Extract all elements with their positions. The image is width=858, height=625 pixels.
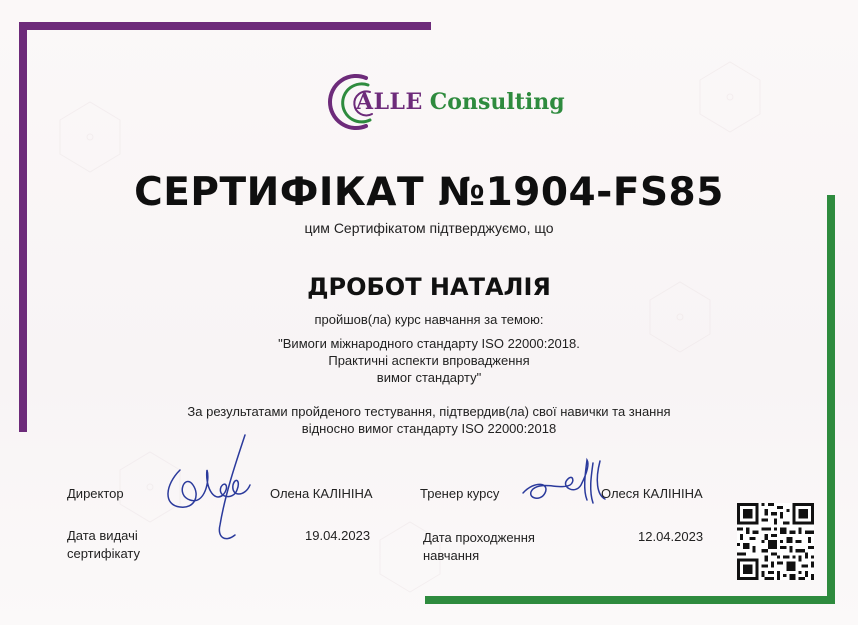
trainer-label: Тренер курсу: [420, 486, 500, 501]
training-date-label-line: Дата проходження: [423, 530, 535, 545]
recipient-name: ДРОБОТ НАТАЛІЯ: [307, 273, 551, 301]
passed-text: пройшов(ла) курс навчання за темою:: [314, 312, 544, 327]
results-text: [0, 403, 858, 437]
course-line: вимог стандарту": [376, 370, 482, 385]
course-line: Практичні аспекти впровадження: [328, 353, 530, 368]
qr-code-image: [737, 503, 814, 580]
training-date-value: 12.04.2023: [638, 529, 704, 544]
trainer-name: Олеся КАЛІНІНА: [601, 486, 703, 501]
results-line: відносно вимог стандарту ISO 22000:2018: [301, 421, 557, 436]
director-signature-image: [155, 425, 265, 545]
director-name: Олена КАЛІНІНА: [270, 486, 373, 501]
logo-consulting: Consulting: [429, 89, 565, 115]
frame-green-right: [827, 195, 835, 604]
frame-purple-top: [19, 22, 431, 30]
company-logo-text: [356, 89, 565, 115]
frame-green-bottom: [425, 596, 835, 604]
issue-date-value: 19.04.2023: [305, 528, 371, 543]
training-date-label-line: навчання: [423, 548, 480, 563]
course-topic: [0, 335, 858, 386]
results-line: За результатами пройденого тестування, підтвердив(ла) свої навички та знання: [187, 404, 671, 419]
trainer-signature-image: [515, 455, 615, 515]
training-date-label: [423, 529, 535, 565]
director-label: Директор: [67, 486, 124, 501]
issue-date-label-line: сертифікату: [67, 546, 140, 561]
confirm-text: цим Сертифікатом підтверджуємо, що: [304, 220, 554, 236]
certificate-title: СЕРТИФІКАТ №1904-FS85: [134, 170, 724, 215]
issue-date-label: [67, 527, 140, 563]
logo-alle: ALLE: [356, 89, 423, 115]
issue-date-label-line: Дата видачі: [67, 528, 138, 543]
course-line: "Вимоги міжнародного стандарту ISO 22000:2018.: [278, 336, 580, 351]
